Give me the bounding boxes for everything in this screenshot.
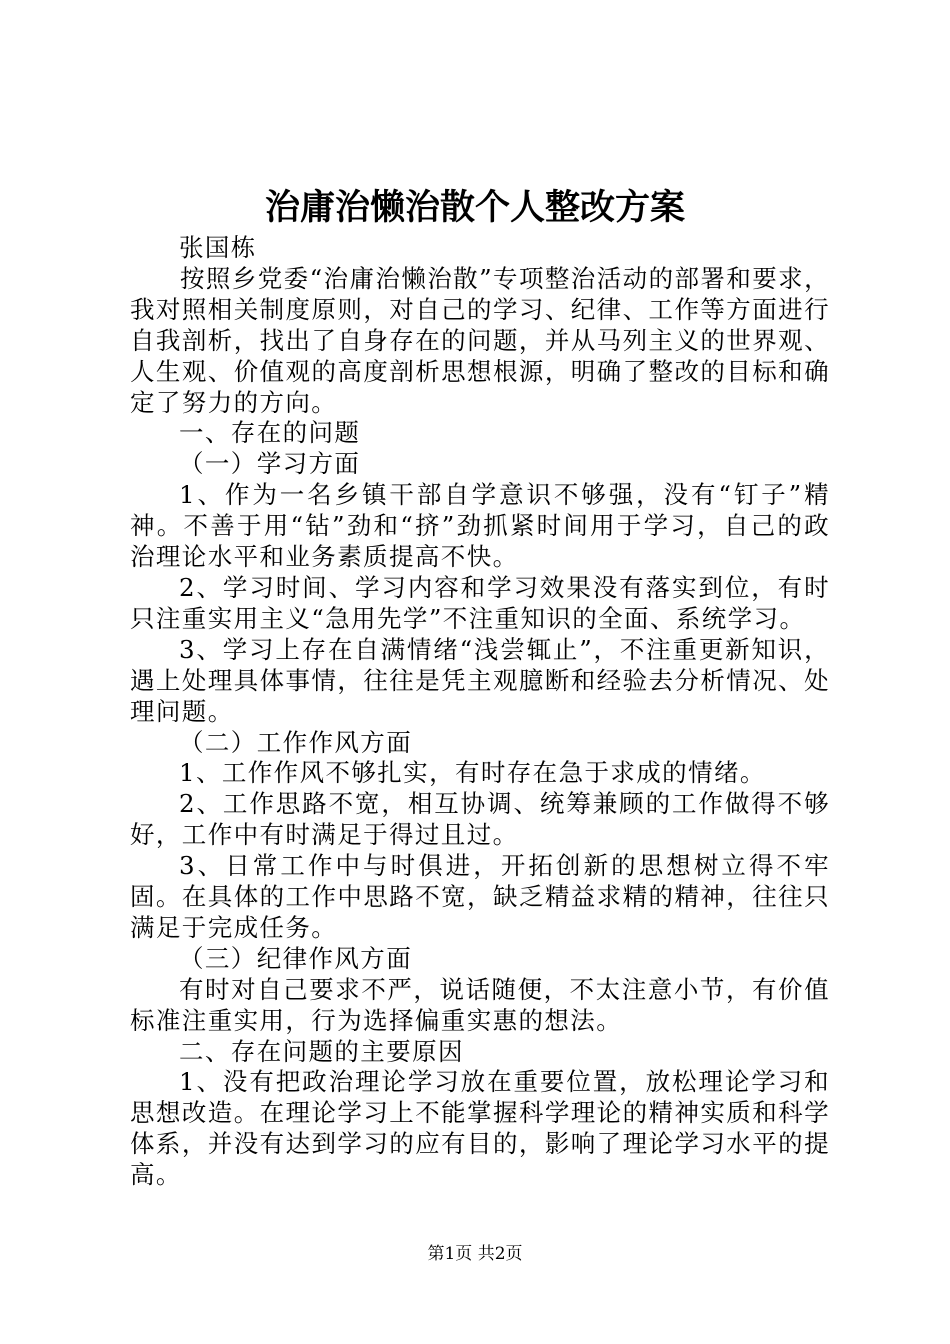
paragraph-study-2: 2、学习时间、学习内容和学习效果没有落实到位，有时只注重实用主义“急用先学”不注重知识的全面、系统学习。: [130, 572, 830, 633]
author-line: 张国栋: [179, 233, 257, 262]
section-heading-problems: 一、存在的问题: [179, 418, 361, 448]
document-body: [130, 233, 830, 1191]
subsection-heading-workstyle: （二）工作作风方面: [179, 727, 413, 757]
paragraph-discipline: 有时对自己要求不严，说话随便，不太注意小节，有价值标准注重实用，行为选择偏重实惠的想法。: [130, 974, 830, 1035]
paragraph-workstyle-1: 1、工作作风不够扎实，有时存在急于求成的情绪。: [179, 758, 766, 788]
subsection-heading-study: （一）学习方面: [179, 449, 361, 479]
subsection-heading-discipline: （三）纪律作风方面: [179, 943, 413, 973]
page-footer: 第1页 共2页: [427, 1244, 523, 1264]
paragraph-workstyle-2: 2、工作思路不宽，相互协调、统筹兼顾的工作做得不够好，工作中有时满足于得过且过。: [130, 789, 830, 850]
paragraph-study-3: 3、学习上存在自满情绪“浅尝辄止”，不注重更新知识，遇上处理具体事情，往往是凭主观臆断和经验去分析情况、处理问题。: [130, 634, 830, 726]
paragraph-study-1: 1、作为一名乡镇干部自学意识不够强，没有“钉子”精神。不善于用“钻”劲和“挤”劲抓紧时间用于学习，自己的政治理论水平和业务素质提高不快。: [130, 480, 830, 572]
paragraph-intro: 按照乡党委“治庸治懒治散”专项整治活动的部署和要求，我对照相关制度原则，对自己的学习、纪律、工作等方面进行自我剖析，找出了自身存在的问题，并从马列主义的世界观、人生观、价值观的高度剖析思想根源，明确了整改的目标和确定了努力的方向。: [130, 263, 830, 417]
paragraph-workstyle-3: 3、日常工作中与时俱进，开拓创新的思想树立得不牢固。在具体的工作中思路不宽，缺乏精益求精的精神，往往只满足于完成任务。: [130, 851, 830, 942]
section-heading-causes: 二、存在问题的主要原因: [179, 1036, 464, 1066]
paragraph-causes-1: 1、没有把政治理论学习放在重要位置，放松理论学习和思想改造。在理论学习上不能掌握科学理论的精神实质和科学体系，并没有达到学习的应有目的，影响了理论学习水平的提高。: [130, 1067, 830, 1190]
document-title: 治庸治懒治散个人整改方案: [264, 187, 685, 228]
